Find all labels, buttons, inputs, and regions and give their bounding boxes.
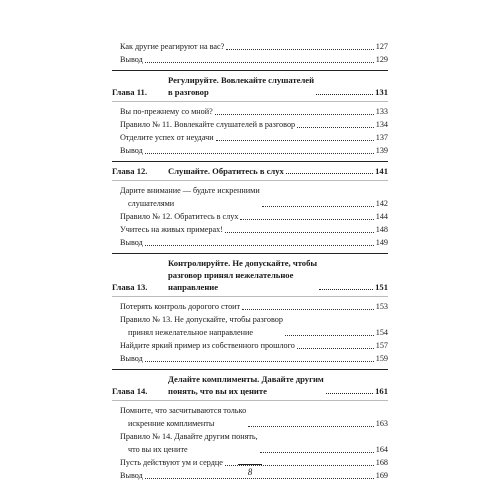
chapter-page: 131 [375,87,388,97]
entry-page: 154 [375,328,388,337]
entry-title-line: Вывод [120,354,143,363]
entry-title [120,300,240,313]
toc-entry[interactable] [112,223,388,236]
entry-title [120,40,224,53]
chapter-number: Глава 13. [112,282,148,292]
entry-title-line: слушателями [128,199,175,208]
chapter-title-line: в разговор [168,87,209,97]
chapter-title-line: понять, что вы их цените [168,386,267,396]
entry-title [120,430,258,456]
toc-entry[interactable] [112,105,388,118]
entry-title [120,236,143,249]
chapter-page: 151 [375,282,388,292]
entry-title [120,53,143,66]
toc-entry[interactable] [112,53,388,66]
entry-page: 129 [375,55,388,64]
chapter-page: 141 [375,166,388,176]
chapter-row[interactable] [112,373,388,397]
dot-leader [286,173,373,174]
toc-entry[interactable] [112,184,388,210]
dot-leader [262,206,374,207]
chapter-title-line: разговор принял нежелательное [168,270,294,280]
entry-page: 127 [375,42,388,51]
dot-leader [225,232,374,233]
chapter-row[interactable] [112,257,388,293]
entry-title-line: Вы по-прежнему со мной? [120,107,213,116]
entry-title [120,404,246,430]
dot-leader [285,335,374,336]
chapter-title [168,257,317,293]
entry-title-line: что вы их цените [128,445,188,454]
toc-entry[interactable] [112,339,388,352]
entry-page: 148 [375,225,388,234]
entry-title-line: Потерять контроль дорогого стоит [120,302,241,311]
toc-entry[interactable] [112,40,388,53]
entry-page: 164 [375,445,388,454]
entry-title [120,144,143,157]
dot-leader [297,127,374,128]
toc-entry[interactable] [112,131,388,144]
entry-title [120,184,260,210]
entry-title-line: Правило № 12. Обратитесь в слух [120,212,239,221]
entry-page: 142 [375,199,388,208]
toc-entry[interactable] [112,352,388,365]
dot-leader [145,62,374,63]
entry-title-line: Отделите успех от неудачи [120,133,214,142]
entry-title [120,131,214,144]
table-of-contents [112,40,388,482]
entry-title [120,105,213,118]
dot-leader [215,114,374,115]
entry-page: 157 [375,341,388,350]
dot-leader [260,452,374,453]
entry-page: 144 [375,212,388,221]
dot-leader [145,361,374,362]
entry-title [120,469,143,482]
entry-title-line: Найдите яркий пример из собственного прошлого [120,341,295,350]
entry-page: 133 [375,107,388,116]
chapter-number: Глава 14. [112,386,148,396]
dot-leader [145,153,374,154]
entry-title-line: Вывод [120,471,143,480]
chapter-heading [112,253,388,297]
entry-page: 168 [375,458,388,467]
chapter-title [168,373,324,397]
toc-entry[interactable] [112,236,388,249]
entry-page: 139 [375,146,388,155]
entry-page: 153 [375,302,388,311]
page-number: 8 [238,464,262,477]
entry-title [120,313,283,339]
chapter-heading [112,70,388,102]
entry-title-line: Вывод [120,238,143,247]
entry-title [120,210,238,223]
entry-title-line: Пусть действуют ум и сердце [120,458,223,467]
chapter-row[interactable] [112,165,388,177]
dot-leader [145,478,374,479]
toc-entry[interactable] [112,404,388,430]
entry-page: 137 [375,133,388,142]
chapter-number: Глава 12. [112,166,148,176]
chapter-heading [112,369,388,401]
dot-leader [216,140,374,141]
chapter-title-line: направление [168,282,219,292]
chapter-title-line: Контролируйте. Не допускайте, чтобы [168,258,318,268]
entry-page: 169 [375,471,388,480]
entry-title-line: Учитесь на живых примерах! [120,225,223,234]
dot-leader [248,426,374,427]
toc-entry[interactable] [112,210,388,223]
chapter-title [168,74,314,98]
toc-entry[interactable] [112,118,388,131]
toc-entry[interactable] [112,313,388,339]
entry-title [120,339,295,352]
entry-title-line: Вывод [120,146,143,155]
toc-entry[interactable] [112,430,388,456]
chapter-title [168,165,284,177]
chapter-title-line: Делайте комплименты. Давайте другим [168,374,324,384]
dot-leader [242,309,374,310]
entry-title-line: принял нежелательное направление [128,328,254,337]
dot-leader [297,348,374,349]
entry-page: 159 [375,354,388,363]
dot-leader [145,245,374,246]
entry-title-line: Как другие реагируют на вас? [120,42,225,51]
dot-leader [226,49,373,50]
entry-title-line: Вывод [120,55,143,64]
chapter-title-line: Слушайте. Обратитесь в слух [168,166,284,176]
entry-title-line: Дарите внимание — будьте искренними [120,186,260,195]
entry-title-line: Правило № 11. Вовлекайте слушателей в разговор [120,120,296,129]
entry-page: 134 [375,120,388,129]
entry-page: 163 [375,419,388,428]
entry-page: 149 [375,238,388,247]
entry-title [120,352,143,365]
entry-title [120,223,223,236]
toc-entry[interactable] [112,144,388,157]
entry-title [120,118,295,131]
entry-title-line: Помните, что засчитываются только [120,406,247,415]
dot-leader [316,94,373,95]
entry-title [120,456,223,469]
entry-title-line: Правило № 13. Не допускайте, чтобы разговор [120,315,283,324]
toc-entry[interactable] [112,300,388,313]
chapter-row[interactable] [112,74,388,98]
entry-title-line: искренние комплименты [128,419,215,428]
chapter-page: 161 [375,386,388,396]
dot-leader [326,393,373,394]
dot-leader [240,219,373,220]
dot-leader [319,289,373,290]
entry-title-line: Правило № 14. Давайте другим понять, [120,432,258,441]
chapter-title-line: Регулируйте. Вовлекайте слушателей [168,75,315,85]
chapter-number: Глава 11. [112,87,147,97]
chapter-heading [112,161,388,181]
